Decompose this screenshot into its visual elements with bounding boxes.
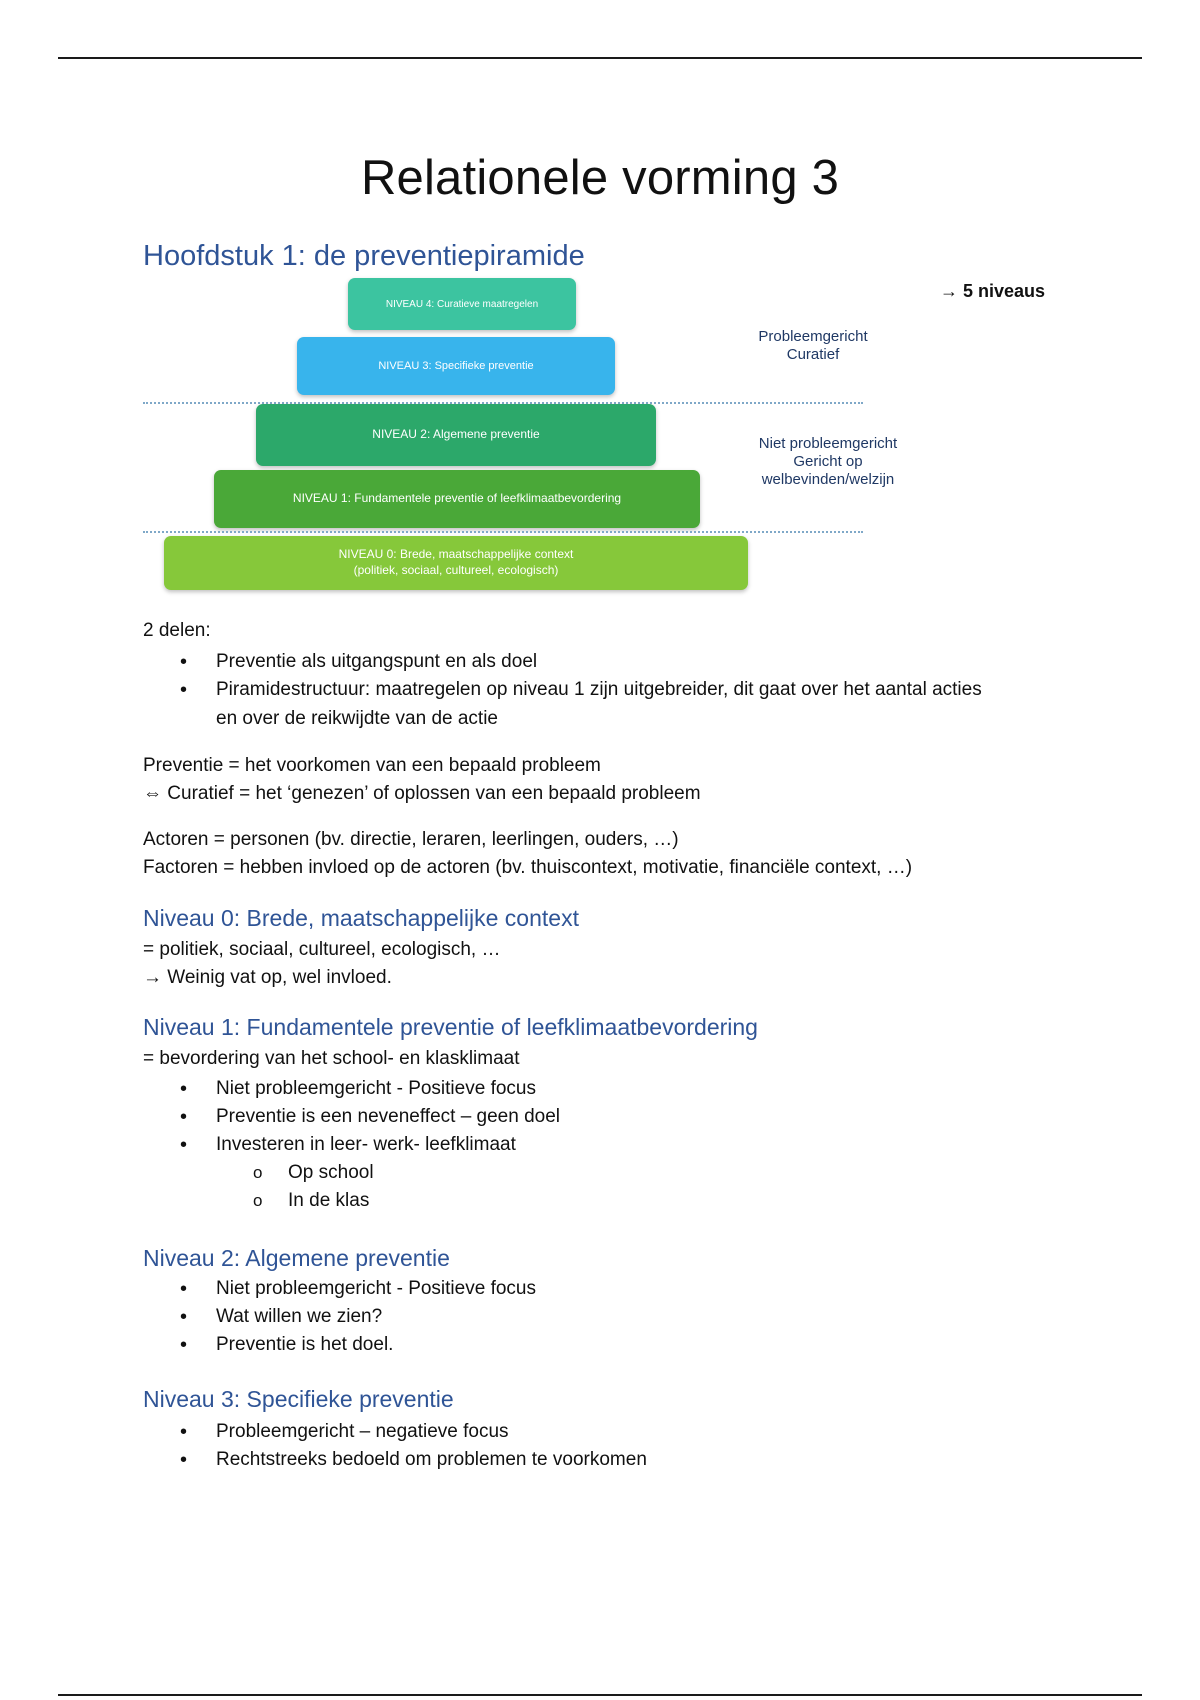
list-item: • Probleemgericht – negatieve focus (143, 1418, 1103, 1446)
pyramid-level-2-label: NIVEAU 2: Algemene preventie (372, 427, 540, 442)
list-item: • Preventie is een neveneffect – geen doel (143, 1103, 1103, 1131)
list-item: • Rechtstreeks bedoeld om problemen te voorkomen (143, 1446, 1103, 1474)
footer-rule (58, 1694, 1142, 1696)
pyramid-level-1 (214, 470, 700, 528)
niveau-3-bullet-list (143, 1418, 1103, 1474)
niveau-3-heading: Niveau 3: Specifieke preventie (143, 1386, 454, 1412)
list-item: • Niet probleemgericht - Positieve focus (143, 1275, 1103, 1303)
list-item: • Investeren in leer- werk- leefklimaat (143, 1131, 1103, 1159)
chapter-heading: Hoofdstuk 1: de preventiepiramide (143, 240, 585, 272)
five-levels-note: → 5 niveaus (940, 281, 1046, 301)
niveau-0-line: → Weinig vat op, wel invloed. (143, 967, 392, 988)
prevention-pyramid-figure (143, 278, 923, 600)
sub-list-item: o In de klas (143, 1187, 1103, 1215)
list-item: • Preventie is het doel. (143, 1331, 1103, 1359)
actoren-definition: Actoren = personen (bv. directie, leraren, leerlingen, ouders, …) (143, 829, 679, 850)
pyramid-level-3 (297, 337, 615, 395)
divider-dotted (143, 531, 863, 533)
list-item: • Niet probleemgericht - Positieve focus (143, 1075, 1103, 1103)
label-probleemgericht: Probleemgericht Curatief (758, 328, 868, 363)
list-item: • Preventie als uitgangspunt en als doel (143, 648, 1103, 676)
sub-list-item: o Op school (143, 1159, 1103, 1187)
preventie-definition: Preventie = het voorkomen van een bepaald probleem (143, 755, 601, 776)
niveau-0-heading: Niveau 0: Brede, maatschappelijke context (143, 905, 579, 931)
pyramid-level-4 (348, 278, 576, 330)
curatief-definition: ⇔ Curatief = het ‘genezen’ of oplossen van een bepaald probleem (143, 783, 701, 804)
list-item: • Piramidestructuur: maatregelen op niveau 1 zijn uitgebreider, dit gaat over het aantal acties (143, 676, 1103, 704)
factoren-definition: Factoren = hebben invloed op de actoren (bv. thuiscontext, motivatie, financiële context, …) (143, 857, 913, 878)
niveau-1-bullet-list (143, 1075, 1103, 1215)
list-item: • Wat willen we zien? (143, 1303, 1103, 1331)
niveau-2-heading: Niveau 2: Algemene preventie (143, 1245, 450, 1271)
niveau-0-line: = politiek, sociaal, cultureel, ecologisch, … (143, 939, 501, 960)
niveau-2-bullet-list (143, 1275, 1103, 1359)
pyramid-level-0 (164, 536, 748, 590)
intro-bullet-list (143, 648, 1103, 704)
niveau-1-line: = bevordering van het school- en klasklimaat (143, 1048, 520, 1069)
pyramid-level-4-label: NIVEAU 4: Curatieve maatregelen (385, 298, 539, 310)
delen-label: 2 delen: (143, 620, 211, 641)
document-title: Relationele vorming 3 (360, 151, 840, 205)
niveau-1-heading: Niveau 1: Fundamentele preventie of leefklimaatbevordering (143, 1014, 758, 1040)
pyramid-level-0-sublabel: (politiek, sociaal, cultureel, ecologisch) (353, 563, 559, 577)
header-rule (58, 57, 1142, 59)
list-item-continuation: en over de reikwijdte van de actie (216, 708, 498, 729)
pyramid-level-3-label: NIVEAU 3: Specifieke preventie (378, 359, 534, 372)
pyramid-level-0-label: NIVEAU 0: Brede, maatschappelijke context (338, 547, 574, 562)
pyramid-level-2 (256, 404, 656, 466)
pyramid-level-1-label: NIVEAU 1: Fundamentele preventie of leefklimaatbevordering (292, 491, 622, 506)
label-niet-probleemgericht: Niet probleemgericht Gericht op welbevinden/welzijn (758, 435, 898, 488)
